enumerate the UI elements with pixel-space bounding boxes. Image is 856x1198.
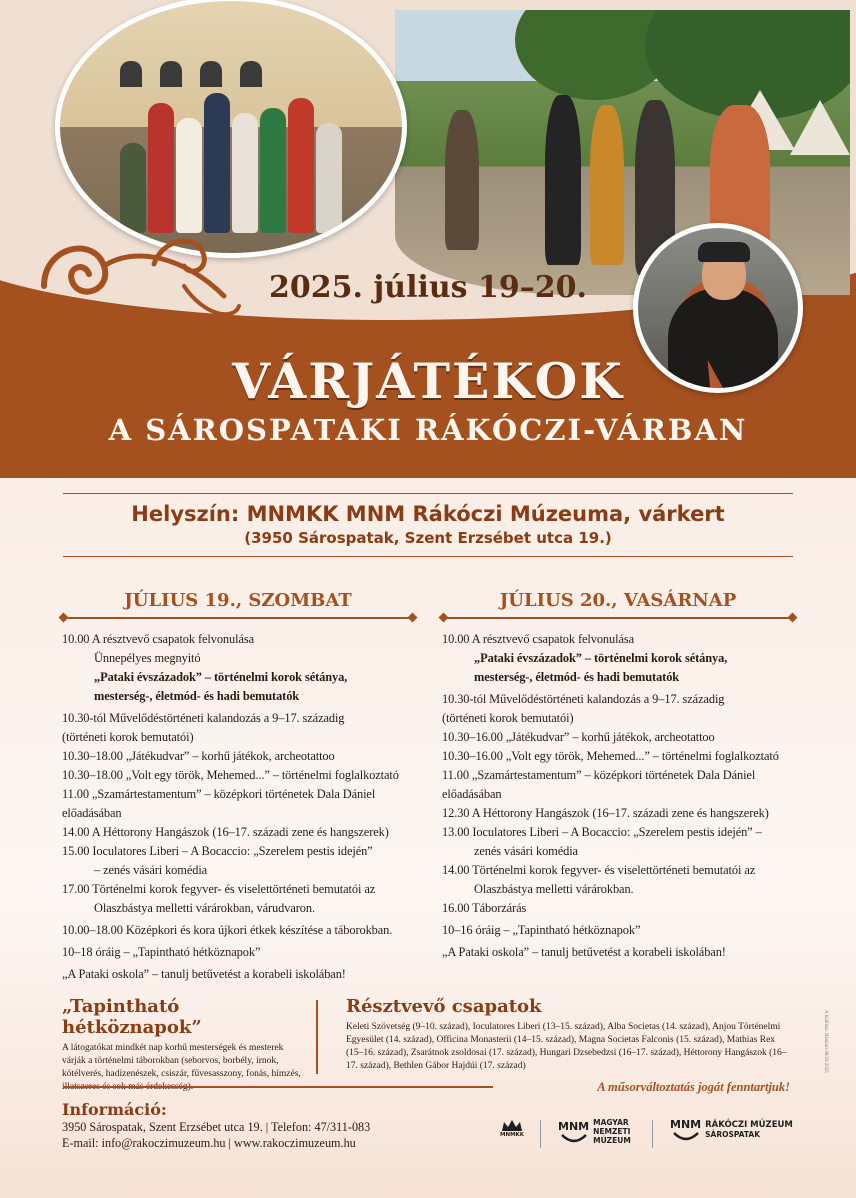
rakoczi-text-line1: RÁKÓCZI MÚZEUM bbox=[705, 1119, 793, 1130]
logo-separator bbox=[540, 1120, 541, 1148]
program-item: 10.00 A résztvevő csapatok felvonulása bbox=[62, 632, 254, 646]
teams-title: Résztvevő csapatok bbox=[346, 996, 542, 1017]
program-item: előadásában bbox=[442, 787, 502, 801]
program-item: „Pataki évszázadok” – történelmi korok sétánya, bbox=[94, 670, 348, 684]
sunday-divider bbox=[446, 617, 790, 619]
program-item: „A Pataki oskola” – tanulj betűvetést a korabeli iskolában! bbox=[442, 945, 726, 959]
mnm-text-line2: NEMZETI bbox=[593, 1127, 631, 1136]
program-item: 10.30–16.00 „Játékudvar” – korhű játékok, archeotattoo bbox=[442, 730, 715, 744]
group-photo-circle bbox=[55, 0, 407, 258]
sunday-program bbox=[442, 590, 794, 963]
logo-separator bbox=[652, 1120, 653, 1148]
rakoczi-text bbox=[705, 1121, 793, 1139]
mnmkk-label: MNMKK bbox=[500, 1132, 525, 1138]
teams-text: Keleti Szövetség (9–10. század), Ioculatores Liberi (13–15. század), Alba Societas (14. század), Anjou Történelmi Egyesület (14. század), Officina Monasterii (14–15. század), Magna Societas Falconis (15. század), Mathias Rex (15–16. század), Zsarátnok zsoldosai (17. század), Hungari Dzsebedzsi (16–17. század), Héttorony Hangászok (16–17. század), Bethlen Gábor Hajdúi (17. század) bbox=[346, 1022, 787, 1071]
mnm-text-line1: MAGYAR bbox=[593, 1118, 629, 1127]
program-item: „Pataki évszázadok” – történelmi korok sétánya, bbox=[474, 651, 728, 665]
program-item: 13.00 Ioculatores Liberi – A Bocaccio: „Szerelem pestis idején” – bbox=[442, 825, 762, 839]
program-item: 10.30-tól Művelődéstörténeti kalandozás a 9–17. századig bbox=[62, 711, 345, 725]
mnm-logo bbox=[558, 1118, 631, 1145]
program-item: Olaszbástya melletti várárokban, várudvaron. bbox=[94, 901, 315, 915]
program-item: 10.30–18.00 „Volt egy török, Mehemed...” – történelmi foglalkoztató bbox=[62, 768, 399, 782]
program-item: (történeti korok bemutatói) bbox=[442, 711, 574, 725]
program-item: 10.30–18.00 „Játékudvar” – korhű játékok, archeotattoo bbox=[62, 749, 335, 763]
saturday-event-list bbox=[62, 631, 414, 983]
logo-bar bbox=[500, 1118, 800, 1150]
mnm-emblem-icon bbox=[561, 1133, 587, 1143]
crown-icon bbox=[501, 1118, 523, 1132]
program-item: 10–18 óráig – „Tapintható hétköznapok” bbox=[62, 945, 261, 959]
program-item: 11.00 „Szamártestamentum” – középkori történetek Dala Dániel bbox=[62, 787, 376, 801]
program-item: mesterség-, életmód- és hadi bemutatók bbox=[474, 670, 680, 684]
mnm-text-line3: MÚZEUM bbox=[593, 1136, 631, 1145]
poster-subtitle: A SÁROSPATAKI RÁKÓCZI-VÁRBAN bbox=[108, 413, 748, 447]
mnm-text bbox=[593, 1118, 631, 1145]
program-item: (történeti korok bemutatói) bbox=[62, 730, 194, 744]
tapinthato-section bbox=[62, 996, 302, 1094]
saturday-program bbox=[62, 590, 414, 985]
info-divider bbox=[63, 1086, 493, 1088]
program-item: zenés vásári komédia bbox=[474, 844, 578, 858]
program-item: 10–16 óráig – „Tapintható hétköznapok” bbox=[442, 923, 641, 937]
program-item: 15.00 Ioculatores Liberi – A Bocaccio: „Szerelem pestis idején” bbox=[62, 844, 373, 858]
teams-section bbox=[346, 996, 794, 1073]
program-item: 14.00 Történelmi korok fegyver- és viselettörténeti bemutatói az bbox=[442, 863, 756, 877]
program-item: mesterség-, életmód- és hadi bemutatók bbox=[94, 689, 300, 703]
mnm-mark: MNM bbox=[558, 1120, 590, 1133]
rakoczi-text-line2: SÁROSPATAK bbox=[705, 1129, 761, 1139]
program-item: 11.00 „Szamártestamentum” – középkori történetek Dala Dániel bbox=[442, 768, 756, 782]
program-item: Ünnepélyes megnyitó bbox=[94, 651, 201, 665]
program-item: 10.30-tól Művelődéstörténeti kalandozás a 9–17. századig bbox=[442, 692, 725, 706]
rakoczi-museum-logo bbox=[670, 1118, 793, 1141]
tapinthato-title: „Tapintható hétköznapok” bbox=[62, 996, 202, 1038]
program-item: 10.30–16.00 „Volt egy török, Mehemed...” – történelmi foglalkoztató bbox=[442, 749, 779, 763]
info-address-phone: 3950 Sárospatak, Szent Erzsébet utca 19. | Telefon: 47/311-083 bbox=[62, 1120, 371, 1134]
program-item: Olaszbástya melletti várárokban. bbox=[474, 882, 634, 896]
rakoczi-mark: MNM bbox=[670, 1118, 702, 1131]
program-item: – zenés vásári komédia bbox=[94, 863, 208, 877]
reserve-note: A műsorváltoztatás jogát fenntartjuk! bbox=[597, 1080, 790, 1094]
event-date: 2025. július 19–20. bbox=[269, 270, 587, 305]
program-item: 10.00 A résztvevő csapatok felvonulása bbox=[442, 632, 634, 646]
program-item: előadásában bbox=[62, 806, 122, 820]
info-email-web: E-mail: info@rakoczimuzeum.hu | www.rakoczimuzeum.hu bbox=[62, 1136, 356, 1150]
info-title: Információ: bbox=[62, 1100, 167, 1119]
mnmkk-logo bbox=[500, 1118, 524, 1138]
program-item: 14.00 A Héttorony Hangászok (16–17. századi zene és hangszerek) bbox=[62, 825, 389, 839]
program-item: 10.00–18.00 Középkori és kora újkori étkek készítése a táborokban. bbox=[62, 923, 393, 937]
print-credit: A kiállítás: Bánkuti 06/20 2025 bbox=[823, 1010, 828, 1073]
hero-banner bbox=[0, 0, 856, 478]
tapinthato-text: A látogatókat mindkét nap korhű mesterségek és mesterek várják a történelmi táborokban (seborvos, borbély, írnok, kötélverés, hadizenészek, csiszár, fűvesasszony, fonás, hímzés, bbox=[62, 1043, 301, 1079]
saturday-heading: JÚLIUS 19., SZOMBAT bbox=[124, 590, 352, 611]
saturday-divider bbox=[66, 617, 410, 619]
program-item: 12.30 A Héttorony Hangászok (16–17. századi zene és hangszerek) bbox=[442, 806, 769, 820]
sunday-event-list bbox=[442, 631, 794, 961]
section-divider bbox=[316, 1000, 318, 1074]
program-item: „A Pataki oskola” – tanulj betűvetést a korabeli iskolában! bbox=[62, 967, 346, 981]
program-item: 17.00 Történelmi korok fegyver- és viselettörténeti bemutatói az bbox=[62, 882, 376, 896]
sunday-heading: JÚLIUS 20., VASÁRNAP bbox=[499, 590, 737, 611]
venue-box bbox=[63, 493, 793, 557]
info-section bbox=[62, 1100, 392, 1151]
poster-title: VÁRJÁTÉKOK bbox=[232, 352, 624, 410]
venue-name: Helyszín: MNMKK MNM Rákóczi Múzeuma, várkert bbox=[131, 502, 725, 526]
venue-address: (3950 Sárospatak, Szent Erzsébet utca 19.) bbox=[244, 529, 612, 547]
rakoczi-emblem-icon bbox=[673, 1131, 699, 1141]
program-item: 16.00 Táborzárás bbox=[442, 901, 527, 915]
